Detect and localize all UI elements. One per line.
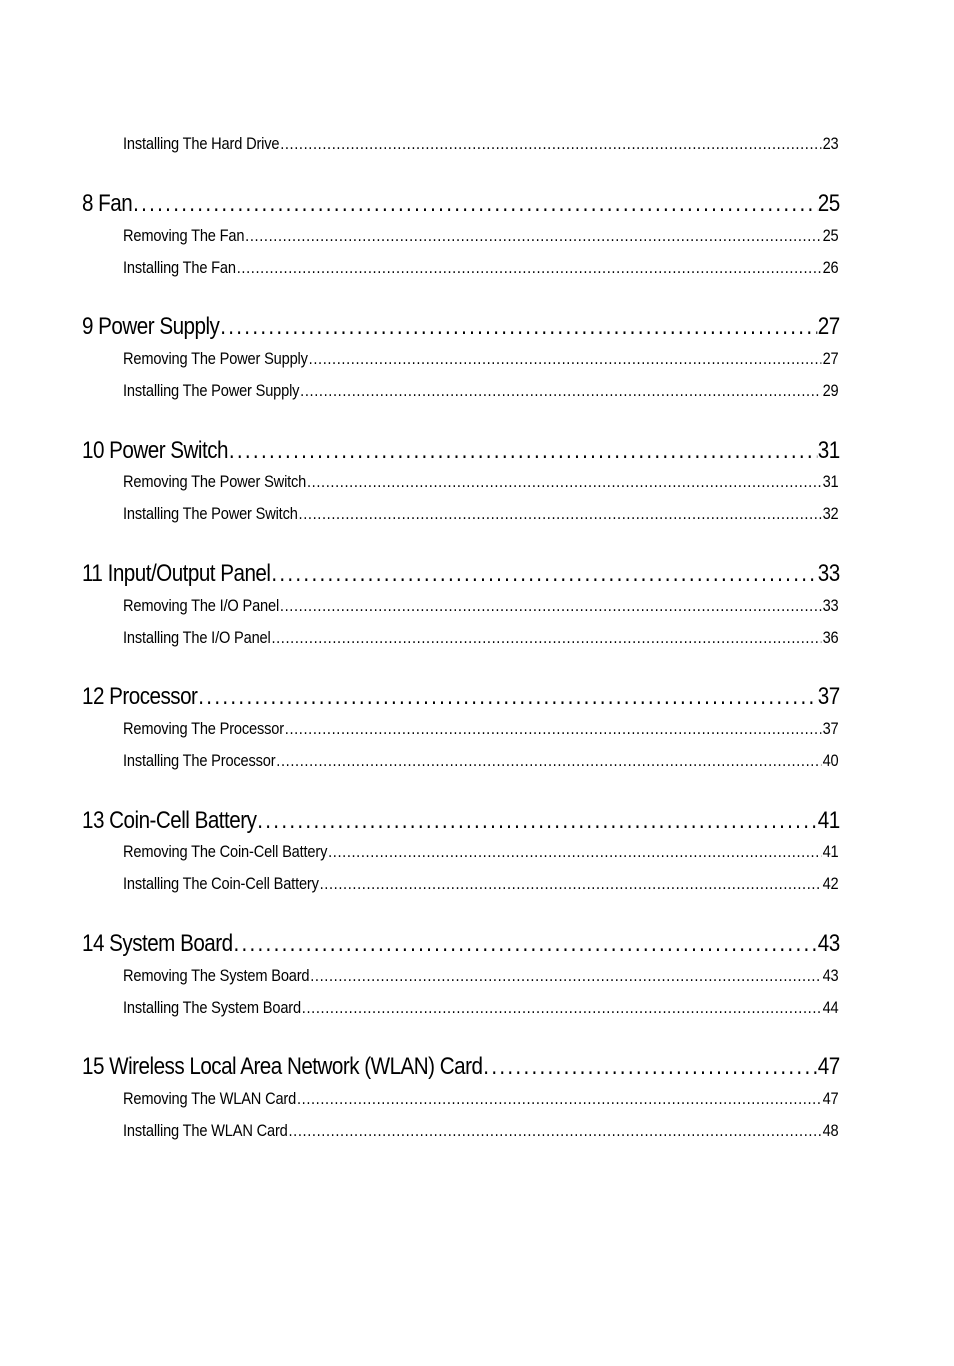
toc-entry-installing-io-panel[interactable] <box>123 628 839 648</box>
dot-leader <box>328 842 822 862</box>
toc-entry-page: 25 <box>822 226 839 245</box>
toc-chapter-title: 14 System Board <box>82 930 233 957</box>
toc-entry-title: Installing The I/O Panel <box>123 628 271 647</box>
toc-entry-page: 36 <box>822 628 839 647</box>
toc-chapter-io-panel[interactable] <box>82 560 840 588</box>
toc-chapter-title: 15 Wireless Local Area Network (WLAN) Card <box>82 1053 483 1080</box>
toc-chapter-title: 11 Input/Output Panel <box>82 560 271 587</box>
toc-entry-installing-fan[interactable] <box>123 258 839 278</box>
toc-chapter-page: 43 <box>817 930 840 957</box>
dot-leader <box>307 472 822 492</box>
toc-chapter-page: 25 <box>817 190 840 217</box>
dot-leader <box>310 966 821 986</box>
toc-entry-page: 48 <box>822 1121 839 1140</box>
toc-chapter-wlan-card[interactable] <box>82 1053 840 1081</box>
toc-entry-title: Installing The Power Supply <box>123 381 300 400</box>
toc-chapter-title: 13 Coin-Cell Battery <box>82 807 257 834</box>
dot-leader <box>245 226 822 246</box>
toc-entry-removing-system-board[interactable] <box>123 966 839 986</box>
toc-chapter-fan[interactable] <box>82 190 840 218</box>
toc-entry-title: Installing The Hard Drive <box>123 134 280 153</box>
toc-chapter-page: 27 <box>817 313 840 340</box>
dot-leader <box>483 1053 817 1081</box>
dot-leader <box>198 683 817 711</box>
toc-entry-page: 23 <box>822 134 839 153</box>
dot-leader <box>280 134 822 154</box>
toc-chapter-page: 37 <box>817 683 840 710</box>
toc-entry-page: 33 <box>822 596 839 615</box>
toc-entry-page: 32 <box>822 504 839 523</box>
dot-leader <box>229 437 817 465</box>
toc-chapter-power-switch[interactable] <box>82 437 840 465</box>
toc-entry-installing-system-board[interactable] <box>123 998 839 1018</box>
toc-entry-title: Removing The Fan <box>123 226 245 245</box>
toc-entry-page: 26 <box>822 258 839 277</box>
toc-chapter-title: 8 Fan <box>82 190 133 217</box>
toc-entry-removing-processor[interactable] <box>123 719 839 739</box>
toc-chapter-page: 33 <box>817 560 840 587</box>
toc-chapter-power-supply[interactable] <box>82 313 840 341</box>
dot-leader <box>297 1089 822 1109</box>
dot-leader <box>302 998 822 1018</box>
toc-entry-removing-power-supply[interactable] <box>123 349 839 369</box>
toc-chapter-page: 41 <box>817 807 840 834</box>
toc-entry-installing-coin-cell-battery[interactable] <box>123 874 839 894</box>
dot-leader <box>271 560 817 588</box>
dot-leader <box>133 190 817 218</box>
toc-entry-title: Removing The Power Switch <box>123 472 307 491</box>
toc-entry-removing-coin-cell-battery[interactable] <box>123 842 839 862</box>
toc-entry-page: 29 <box>822 381 839 400</box>
toc-chapter-page: 47 <box>817 1053 840 1080</box>
toc-entry-title: Removing The System Board <box>123 966 310 985</box>
dot-leader <box>271 628 821 648</box>
toc-chapter-system-board[interactable] <box>82 930 840 958</box>
toc-entry-page: 43 <box>822 966 839 985</box>
toc-entry-title: Installing The Power Switch <box>123 504 298 523</box>
toc-entry-title: Installing The Coin-Cell Battery <box>123 874 319 893</box>
dot-leader <box>257 807 817 835</box>
toc-chapter-title: 10 Power Switch <box>82 437 228 464</box>
dot-leader <box>233 930 816 958</box>
toc-entry-title: Installing The Fan <box>123 258 236 277</box>
toc-entry-title: Removing The WLAN Card <box>123 1089 297 1108</box>
dot-leader <box>309 349 822 369</box>
dot-leader <box>320 874 822 894</box>
toc-entry-title: Removing The Processor <box>123 719 284 738</box>
dot-leader <box>220 313 817 341</box>
toc-chapter-title: 12 Processor <box>82 683 198 710</box>
toc-entry-title: Installing The System Board <box>123 998 301 1017</box>
toc-entry-page: 27 <box>822 349 839 368</box>
toc-entry-installing-power-supply[interactable] <box>123 381 839 401</box>
toc-entry-title: Removing The Coin-Cell Battery <box>123 842 328 861</box>
toc-entry-title: Installing The WLAN Card <box>123 1121 288 1140</box>
toc-chapter-coin-cell-battery[interactable] <box>82 807 840 835</box>
toc-entry-removing-fan[interactable] <box>123 226 839 246</box>
toc-entry-removing-wlan-card[interactable] <box>123 1089 839 1109</box>
toc-chapter-processor[interactable] <box>82 683 840 711</box>
dot-leader <box>288 1121 821 1141</box>
toc-entry-page: 41 <box>822 842 839 861</box>
dot-leader <box>285 719 822 739</box>
toc-entry-installing-wlan-card[interactable] <box>123 1121 839 1141</box>
toc-entry-installing-power-switch[interactable] <box>123 504 839 524</box>
dot-leader <box>276 751 821 771</box>
toc-entry-title: Installing The Processor <box>123 751 276 770</box>
toc-entry-installing-processor[interactable] <box>123 751 839 771</box>
toc-entry-title: Removing The I/O Panel <box>123 596 280 615</box>
toc-entry-page: 31 <box>822 472 839 491</box>
dot-leader <box>300 381 822 401</box>
toc-entry-removing-io-panel[interactable] <box>123 596 839 616</box>
dot-leader <box>280 596 822 616</box>
dot-leader <box>237 258 822 278</box>
toc-entry-page: 47 <box>822 1089 839 1108</box>
toc-entry-installing-hard-drive[interactable] <box>123 134 839 154</box>
dot-leader <box>299 504 822 524</box>
toc-entry-title: Removing The Power Supply <box>123 349 308 368</box>
toc-entry-page: 44 <box>822 998 839 1017</box>
toc-chapter-page: 31 <box>817 437 840 464</box>
toc-entry-page: 42 <box>822 874 839 893</box>
toc-entry-page: 40 <box>822 751 839 770</box>
toc-chapter-title: 9 Power Supply <box>82 313 220 340</box>
toc-entry-removing-power-switch[interactable] <box>123 472 839 492</box>
toc-entry-page: 37 <box>822 719 839 738</box>
